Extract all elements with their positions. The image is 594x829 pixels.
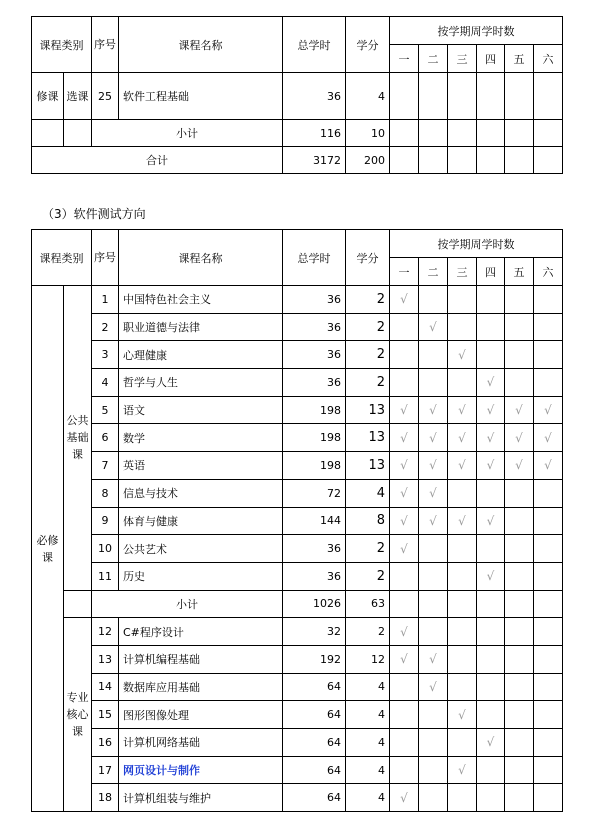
semester-2-check <box>419 784 448 812</box>
course-hours: 144 <box>283 507 346 535</box>
subtotal-empty-cell <box>64 590 92 618</box>
semester-5-check <box>505 618 534 646</box>
semester-4-check <box>477 535 505 563</box>
semester-2-check <box>419 535 448 563</box>
table-row <box>32 535 563 563</box>
course-name: 图形图像处理 <box>119 701 283 729</box>
semester-5-check <box>505 701 534 729</box>
course-hours: 36 <box>283 369 346 397</box>
table-row <box>32 562 563 590</box>
semester-1-check <box>390 701 419 729</box>
table-row <box>32 618 563 646</box>
semester-6-check <box>534 562 563 590</box>
semester-2-check: √ <box>419 424 448 452</box>
semester-1-check: √ <box>390 645 419 673</box>
course-name: 哲学与人生 <box>119 369 283 397</box>
semester-4-check: √ <box>477 424 505 452</box>
course-seq: 2 <box>92 313 119 341</box>
course-hours: 198 <box>283 424 346 452</box>
semester-2-check <box>419 341 448 369</box>
semester-3-header: 三 <box>448 258 477 286</box>
semester-4-check <box>477 286 505 314</box>
course-credits: 2 <box>346 313 390 341</box>
group-label-xiuke: 修课 <box>32 73 64 120</box>
table-row <box>32 701 563 729</box>
semester-1-check <box>390 369 419 397</box>
course-hours: 198 <box>283 452 346 480</box>
course-seq: 8 <box>92 479 119 507</box>
semester-5-check <box>505 756 534 784</box>
course-name: 历史 <box>119 562 283 590</box>
semester-1-header: 一 <box>390 258 419 286</box>
course-credits: 4 <box>346 479 390 507</box>
subtotal-hours: 116 <box>283 120 346 147</box>
course-credits: 2 <box>346 369 390 397</box>
semester-6-check <box>534 784 563 812</box>
software-testing-course-table <box>31 229 563 812</box>
semester-6-check <box>534 645 563 673</box>
table-row <box>32 729 563 757</box>
semester-1-check <box>390 590 419 618</box>
course-name: 数学 <box>119 424 283 452</box>
header-category: 课程类别 <box>32 17 92 73</box>
semester-6-check: √ <box>534 396 563 424</box>
semester-2-check <box>419 562 448 590</box>
semester-1-check <box>390 562 419 590</box>
course-hours: 64 <box>283 756 346 784</box>
semester-6-check <box>534 479 563 507</box>
course-credits: 13 <box>346 396 390 424</box>
course-credits: 12 <box>346 645 390 673</box>
semester-2-check <box>419 729 448 757</box>
course-name: 中国特色社会主义 <box>119 286 283 314</box>
semester-2-check <box>419 590 448 618</box>
semester-5-check <box>505 507 534 535</box>
semester-4-check <box>477 590 505 618</box>
semester-6-check <box>534 756 563 784</box>
semester-4-check <box>477 756 505 784</box>
semester-3-check <box>448 286 477 314</box>
course-name: 网页设计与制作 <box>119 756 283 784</box>
semester-3-check: √ <box>448 424 477 452</box>
course-seq: 9 <box>92 507 119 535</box>
semester-5-check <box>505 590 534 618</box>
course-seq: 13 <box>92 645 119 673</box>
semester-6-header: 六 <box>534 45 563 73</box>
semester-5-check <box>505 479 534 507</box>
semester-3-check: √ <box>448 701 477 729</box>
course-seq: 1 <box>92 286 119 314</box>
semester-5-header: 五 <box>505 258 534 286</box>
table-row <box>32 341 563 369</box>
semester-2-check: √ <box>419 507 448 535</box>
course-seq: 18 <box>92 784 119 812</box>
header-weekly-hours: 按学期周学时数 <box>390 17 563 45</box>
semester-2-header: 二 <box>419 258 448 286</box>
course-credits: 4 <box>346 701 390 729</box>
semester-6-check <box>534 286 563 314</box>
semester-4-check: √ <box>477 452 505 480</box>
table-row <box>32 396 563 424</box>
semester-1-check: √ <box>390 286 419 314</box>
course-hours: 36 <box>283 341 346 369</box>
semester-3-check <box>448 313 477 341</box>
course-credits: 4 <box>346 784 390 812</box>
course-hours: 36 <box>283 313 346 341</box>
table-row <box>32 479 563 507</box>
semester-4-check: √ <box>477 396 505 424</box>
semester-1-check <box>390 756 419 784</box>
course-credits: 2 <box>346 535 390 563</box>
table-row <box>32 784 563 812</box>
course-credits: 4 <box>346 729 390 757</box>
table-row <box>32 507 563 535</box>
semester-3-check <box>448 784 477 812</box>
semester-2-check <box>419 286 448 314</box>
semester-1-check: √ <box>390 618 419 646</box>
course-hours: 64 <box>283 729 346 757</box>
header-seq: 序号 <box>92 230 119 286</box>
header-seq: 序号 <box>92 17 119 73</box>
semester-3-check: √ <box>448 452 477 480</box>
semester-3-header: 三 <box>448 45 477 73</box>
course-hours: 192 <box>283 645 346 673</box>
semester-1-check: √ <box>390 424 419 452</box>
semester-1-check: √ <box>390 396 419 424</box>
semester-1-check <box>390 313 419 341</box>
semester-4-check: √ <box>477 562 505 590</box>
semester-2-header: 二 <box>419 45 448 73</box>
course-name: 数据库应用基础 <box>119 673 283 701</box>
semester-2-check: √ <box>419 645 448 673</box>
semester-6-check <box>534 590 563 618</box>
table-row <box>32 645 563 673</box>
semester-4-check <box>477 479 505 507</box>
semester-6-check <box>534 535 563 563</box>
course-name: 计算机网络基础 <box>119 729 283 757</box>
table-row <box>32 424 563 452</box>
course-credits: 8 <box>346 507 390 535</box>
semester-5-check: √ <box>505 424 534 452</box>
row-course-name: 软件工程基础 <box>119 73 283 120</box>
semester-4-check: √ <box>477 369 505 397</box>
semester-6-check <box>534 341 563 369</box>
header-weekly-hours: 按学期周学时数 <box>390 230 563 258</box>
semester-1-check: √ <box>390 479 419 507</box>
semester-4-check <box>477 673 505 701</box>
semester-3-check: √ <box>448 507 477 535</box>
course-credits: 2 <box>346 286 390 314</box>
public-basic-course-label: 公共基础课 <box>64 286 92 591</box>
semester-3-check <box>448 369 477 397</box>
course-hours: 32 <box>283 618 346 646</box>
semester-5-check <box>505 673 534 701</box>
course-hours: 36 <box>283 286 346 314</box>
semester-5-check <box>505 341 534 369</box>
semester-4-check: √ <box>477 729 505 757</box>
course-name: 公共艺术 <box>119 535 283 563</box>
semester-6-check: √ <box>534 452 563 480</box>
semester-1-check: √ <box>390 452 419 480</box>
semester-5-check <box>505 535 534 563</box>
course-seq: 15 <box>92 701 119 729</box>
course-hours: 64 <box>283 673 346 701</box>
semester-3-check <box>448 645 477 673</box>
semester-2-check <box>419 701 448 729</box>
semester-3-check: √ <box>448 341 477 369</box>
section-title: （3）软件测试方向 <box>42 207 146 221</box>
course-seq: 17 <box>92 756 119 784</box>
course-seq: 7 <box>92 452 119 480</box>
semester-2-check: √ <box>419 673 448 701</box>
semester-5-check <box>505 286 534 314</box>
course-credits: 2 <box>346 618 390 646</box>
table-row <box>32 369 563 397</box>
course-seq: 10 <box>92 535 119 563</box>
course-seq: 3 <box>92 341 119 369</box>
semester-6-check <box>534 673 563 701</box>
semester-5-check <box>505 784 534 812</box>
semester-3-check <box>448 590 477 618</box>
subtotal-row <box>32 590 563 618</box>
semester-3-check: √ <box>448 396 477 424</box>
semester-2-check: √ <box>419 452 448 480</box>
course-credits: 4 <box>346 756 390 784</box>
group-label-xuanke: 选课 <box>64 73 92 120</box>
course-name: 信息与技术 <box>119 479 283 507</box>
semester-5-check <box>505 313 534 341</box>
total-credits: 200 <box>346 147 390 174</box>
semester-6-check <box>534 369 563 397</box>
semester-6-check <box>534 701 563 729</box>
header-category: 课程类别 <box>32 230 92 286</box>
course-seq: 16 <box>92 729 119 757</box>
semester-3-check <box>448 479 477 507</box>
semester-5-check <box>505 562 534 590</box>
row-credits: 4 <box>346 73 390 120</box>
semester-2-check: √ <box>419 313 448 341</box>
semester-2-check: √ <box>419 479 448 507</box>
required-course-label: 必修课 <box>32 286 64 812</box>
course-credits: 4 <box>346 673 390 701</box>
semester-5-check <box>505 645 534 673</box>
semester-1-check <box>390 673 419 701</box>
semester-3-check <box>448 535 477 563</box>
semester-1-check: √ <box>390 507 419 535</box>
course-hours: 64 <box>283 784 346 812</box>
semester-6-check <box>534 313 563 341</box>
top-course-table <box>31 16 563 174</box>
semester-1-check: √ <box>390 535 419 563</box>
semester-4-header: 四 <box>477 45 505 73</box>
semester-4-check <box>477 784 505 812</box>
semester-5-check <box>505 369 534 397</box>
semester-4-header: 四 <box>477 258 505 286</box>
semester-4-check: √ <box>477 507 505 535</box>
semester-6-check <box>534 618 563 646</box>
course-name: 计算机编程基础 <box>119 645 283 673</box>
course-credits: 13 <box>346 424 390 452</box>
subtotal-label: 小计 <box>92 590 283 618</box>
total-label: 合计 <box>32 147 283 174</box>
semester-1-check <box>390 729 419 757</box>
course-hours: 72 <box>283 479 346 507</box>
course-credits: 2 <box>346 562 390 590</box>
course-seq: 4 <box>92 369 119 397</box>
header-credits: 学分 <box>346 230 390 286</box>
course-seq: 11 <box>92 562 119 590</box>
semester-5-header: 五 <box>505 45 534 73</box>
course-seq: 5 <box>92 396 119 424</box>
semester-4-check <box>477 701 505 729</box>
header-course-name: 课程名称 <box>119 230 283 286</box>
course-hours: 36 <box>283 535 346 563</box>
course-name: 语文 <box>119 396 283 424</box>
semester-6-check: √ <box>534 424 563 452</box>
total-hours: 3172 <box>283 147 346 174</box>
header-total-hours: 总学时 <box>283 17 346 73</box>
course-credits: 2 <box>346 341 390 369</box>
table-row <box>32 756 563 784</box>
course-name: C#程序设计 <box>119 618 283 646</box>
semester-6-check <box>534 507 563 535</box>
semester-5-check: √ <box>505 396 534 424</box>
semester-6-check <box>534 729 563 757</box>
header-total-hours: 总学时 <box>283 230 346 286</box>
course-hours: 36 <box>283 562 346 590</box>
semester-5-check <box>505 729 534 757</box>
header-credits: 学分 <box>346 17 390 73</box>
course-name: 心理健康 <box>119 341 283 369</box>
course-credits: 13 <box>346 452 390 480</box>
semester-2-check: √ <box>419 396 448 424</box>
table-row <box>32 286 563 314</box>
semester-3-check <box>448 562 477 590</box>
course-hours: 198 <box>283 396 346 424</box>
semester-3-check <box>448 618 477 646</box>
subtotal-credits: 10 <box>346 120 390 147</box>
semester-1-header: 一 <box>390 45 419 73</box>
course-hours: 64 <box>283 701 346 729</box>
course-seq: 6 <box>92 424 119 452</box>
semester-1-check <box>390 341 419 369</box>
header-course-name: 课程名称 <box>119 17 283 73</box>
table-row <box>32 452 563 480</box>
semester-3-check <box>448 673 477 701</box>
semester-2-check <box>419 756 448 784</box>
course-name: 英语 <box>119 452 283 480</box>
course-name: 体育与健康 <box>119 507 283 535</box>
major-core-course-label: 专业核心课 <box>64 618 92 812</box>
subtotal-credits: 63 <box>346 590 390 618</box>
semester-4-check <box>477 313 505 341</box>
course-seq: 12 <box>92 618 119 646</box>
semester-3-check: √ <box>448 756 477 784</box>
row-hours: 36 <box>283 73 346 120</box>
semester-4-check <box>477 341 505 369</box>
semester-1-check: √ <box>390 784 419 812</box>
course-name: 职业道德与法律 <box>119 313 283 341</box>
semester-6-header: 六 <box>534 258 563 286</box>
row-seq: 25 <box>92 73 119 120</box>
subtotal-label: 小计 <box>92 120 283 147</box>
semester-4-check <box>477 645 505 673</box>
semester-4-check <box>477 618 505 646</box>
table-row <box>32 673 563 701</box>
course-name: 计算机组装与维护 <box>119 784 283 812</box>
semester-5-check: √ <box>505 452 534 480</box>
subtotal-hours: 1026 <box>283 590 346 618</box>
table-row <box>32 313 563 341</box>
semester-2-check <box>419 369 448 397</box>
semester-3-check <box>448 729 477 757</box>
course-seq: 14 <box>92 673 119 701</box>
semester-2-check <box>419 618 448 646</box>
